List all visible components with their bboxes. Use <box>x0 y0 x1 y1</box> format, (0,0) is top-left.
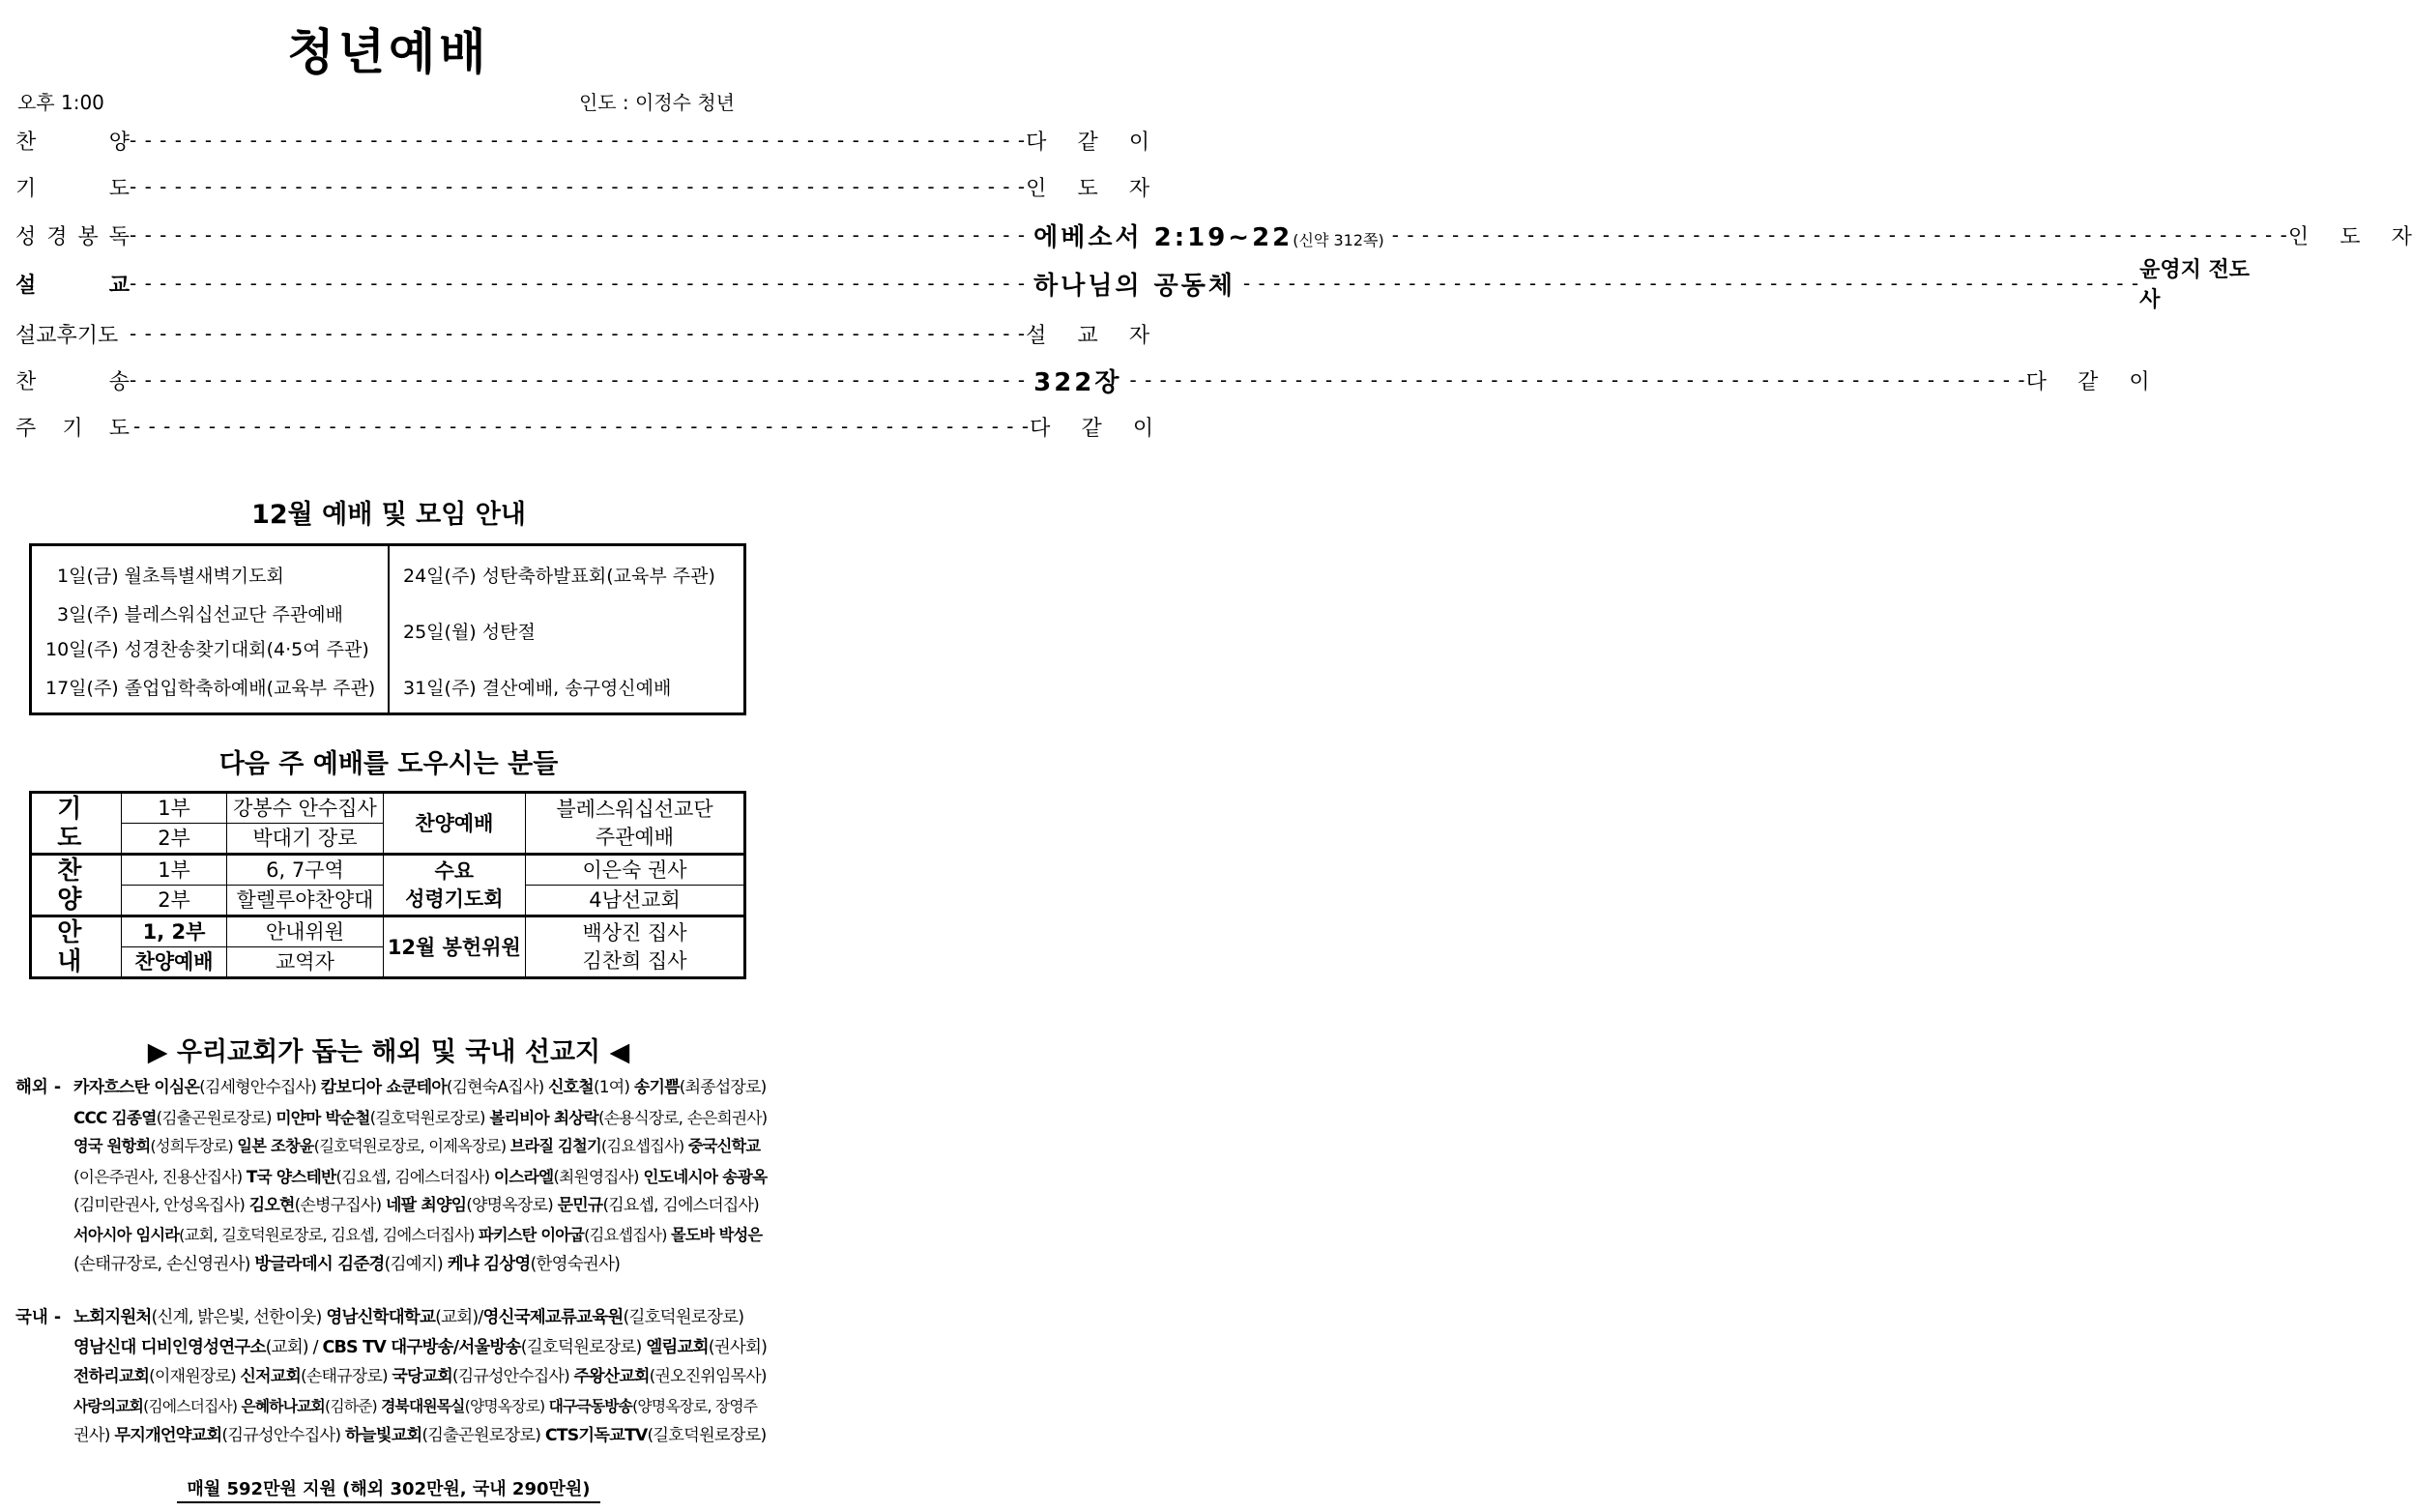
wednesday-value-1: 이은숙 권사 <box>526 855 745 886</box>
mission-supporter: (권사회) <box>708 1337 768 1357</box>
mission-name: 영남신학대학교 <box>326 1308 436 1327</box>
leader-dashes: - - - - - - - - - - - - - - - - - - - - - - - - - - - - - - - - - - - - - - - - - - - - - - - - - - - - - - - - - - - - <box>130 129 1027 152</box>
mission-name: 이스라엘 <box>493 1166 554 1186</box>
mission-name: 방글라데시 김준경 <box>254 1255 385 1274</box>
mission-name: 은혜하나교회 <box>241 1396 325 1415</box>
praise-service-label: 찬양예배 <box>383 793 525 855</box>
leader-dashes: - - - - - - - - - - - - - - - - - - - - - - - - - - - - - - - - - - - - - - - - - - - - - - - - - - - - - - - - - - - - <box>1242 272 2140 295</box>
mission-supporter: (이재원장로) <box>149 1367 241 1386</box>
order-responsible-char: 이 <box>2129 369 2150 394</box>
order-responsible-char: 다 <box>2025 369 2047 394</box>
mission-supporter: (신계, 밝은빛, 선한이웃) <box>151 1308 327 1327</box>
order-label-char: 기 <box>62 416 83 441</box>
prayer-round-2: 2부 <box>121 824 227 855</box>
order-row <box>15 317 1150 350</box>
order-label-char: 성 <box>15 224 37 249</box>
overseas-list <box>73 1073 768 1280</box>
order-responsible <box>2288 220 2412 250</box>
order-responsible-char: 설 <box>1026 323 1047 348</box>
praise-round-1: 1부 <box>121 855 227 886</box>
mission-line <box>73 1362 768 1392</box>
schedule-item: 1일(금) 월초특별새벽기도회 <box>57 566 284 587</box>
wednesday-label <box>383 855 525 916</box>
mission-name: 서아시아 임시라 <box>73 1225 180 1244</box>
overseas-missions <box>15 1073 768 1280</box>
mission-name: 무지개언약교회 <box>114 1426 222 1445</box>
mission-name: CBS TV 대구방송/서울방송 <box>322 1337 521 1357</box>
mission-name: 브라질 김철기 <box>509 1137 601 1155</box>
missions-title: ▶ 우리교회가 돕는 해외 및 국내 선교지 ◀ <box>147 1037 630 1067</box>
helpers-table <box>29 791 746 979</box>
order-label-char: 송 <box>108 369 130 394</box>
order-row <box>15 170 1150 203</box>
mission-line <box>73 1221 768 1251</box>
mission-supporter: (김요셉, 김에스더집사) <box>335 1166 494 1186</box>
mission-name: CCC 김종열 <box>73 1107 157 1127</box>
guide-round-2: 찬양예배 <box>121 947 227 978</box>
helpers-title: 다음 주 예배를 도우시는 분들 <box>218 749 559 779</box>
mission-supporter: (김출곤원로장로) <box>156 1107 276 1127</box>
order-responsible-char: 같 <box>2077 369 2099 394</box>
order-responsible-char: 자 <box>1128 176 1150 201</box>
mission-line <box>73 1191 768 1221</box>
order-responsible-char: 인 <box>2287 224 2310 249</box>
order-responsible-char: 교 <box>1077 323 1098 348</box>
mission-name: 미얀마 박순철 <box>276 1107 370 1127</box>
mission-supporter: (김에스더집사) <box>143 1396 242 1415</box>
mission-supporter: (성희두장로) <box>150 1137 238 1155</box>
mission-supporter: (권오진위임목사) <box>649 1367 767 1386</box>
leader-dashes: - - - - - - - - - - - - - - - - - - - - - - - - - - - - - - - - - - - - - - - - - - - - - - - - - - - - - - - - - - - - <box>130 368 1027 392</box>
mission-name: 영남신대 디비인영성연구소 <box>73 1337 266 1357</box>
order-row <box>15 124 1150 157</box>
schedule-item: 24일(주) 성탄축하발표회(교육부 주관) <box>403 566 715 587</box>
mission-name: 영국 원항희 <box>73 1137 151 1155</box>
leader-dashes: - - - - - - - - - - - - - - - - - - - - - - - - - - - - - - - - - - - - - - - - - - - - - - - - - - - - - - - - - - - - <box>130 322 1027 345</box>
order-label-char: 도 <box>108 176 130 201</box>
praise-person-2: 할렐루야찬양대 <box>227 886 383 916</box>
mission-name: 네팔 최양임 <box>385 1196 467 1215</box>
mission-line <box>73 1392 768 1422</box>
order-label-char: 찬 <box>15 369 37 394</box>
prayer-round-1: 1부 <box>121 793 227 824</box>
mission-supporter: (길호덕원로장로) <box>369 1107 490 1127</box>
december-left-column <box>32 546 390 712</box>
order-label <box>15 220 130 250</box>
order-responsible-char: 도 <box>1077 176 1098 201</box>
mission-line <box>73 1421 768 1451</box>
order-responsible-char: 다 <box>1030 416 1051 441</box>
mission-supporter: (손용식장로, 손은희권사) <box>598 1107 768 1127</box>
praise-round-2: 2부 <box>121 886 227 916</box>
page-title: 청년예배 <box>287 24 490 80</box>
order-item-text: 322장 <box>1033 367 1122 397</box>
order-label-char: 기 <box>15 176 37 201</box>
mission-name: 일본 조창윤 <box>237 1137 314 1155</box>
mission-name: 카자흐스탄 이심온 <box>73 1078 200 1097</box>
domestic-list <box>73 1303 768 1451</box>
praise-label: 찬 양 <box>31 855 122 916</box>
mission-supporter: (김출곤원로장로) <box>421 1426 545 1445</box>
domestic-missions <box>15 1303 768 1458</box>
order-label-char: 도 <box>108 416 130 441</box>
schedule-item: 10일(주) 성경찬송찾기대회(4·5여 주관) <box>45 639 369 660</box>
order-responsible-char: 도 <box>2339 224 2361 249</box>
mission-supporter: (손병구집사) <box>294 1196 386 1215</box>
guide-label: 안 내 <box>31 916 122 978</box>
order-label-char: 설 <box>15 273 37 298</box>
mission-supporter: (김현숙A집사) <box>446 1078 549 1097</box>
order-label-char: 봉 <box>77 224 99 249</box>
order-label-char: 독 <box>108 224 130 249</box>
order-responsible <box>2026 365 2150 395</box>
schedule-item: 31일(주) 결산예배, 송구영신예배 <box>403 678 672 699</box>
mission-name: 영신국제교류교육원 <box>482 1308 624 1327</box>
mission-supporter: (손태규장로, 손신영권사) <box>73 1255 255 1274</box>
mission-name: 케냐 김상영 <box>447 1255 531 1274</box>
mission-name: 국당교회 <box>392 1367 452 1386</box>
mission-supporter: (김규성안수집사) <box>221 1426 345 1445</box>
schedule-item: 17일(주) 졸업입학축하예배(교육부 주관) <box>45 678 376 699</box>
wednesday-label-2: 성령기도회 <box>405 887 504 911</box>
mission-name: 중국신학교 <box>687 1137 761 1155</box>
order-responsible-char: 이 <box>1132 416 1154 441</box>
mission-supporter: (최종섭장로) <box>679 1078 767 1097</box>
order-label-char: 찬 <box>15 130 37 155</box>
order-item-text: 하나님의 공동체 <box>1033 271 1235 301</box>
mission-supporter: (최원영집사) <box>553 1166 644 1186</box>
mission-supporter: (김요셉집사) <box>584 1225 672 1244</box>
mission-supporter: (양명옥장로) <box>464 1396 549 1415</box>
mission-supporter: (김하준) <box>324 1396 382 1415</box>
order-item-title <box>1026 218 1392 253</box>
mission-line <box>73 1162 768 1192</box>
mission-name: 주왕산교회 <box>573 1367 650 1386</box>
mission-name: 노회지원처 <box>73 1308 152 1327</box>
mission-name: 몰도바 박성은 <box>671 1225 763 1244</box>
mission-line <box>73 1333 768 1363</box>
order-label-char: 경 <box>46 224 68 249</box>
leader-dashes: - - - - - - - - - - - - - - - - - - - - - - - - - - - - - - - - - - - - - - - - - - - - - - - - - - - - - - - - - - - - <box>1391 223 2288 247</box>
praise-service-value-1: 블레스워십선교단 <box>556 797 713 821</box>
prayer-person-1: 강봉수 안수집사 <box>227 793 383 824</box>
offering-value-1: 백상진 집사 <box>582 920 687 945</box>
mission-name: 볼리비아 최상락 <box>489 1107 599 1127</box>
service-time: 오후 1:00 <box>17 91 104 114</box>
mission-line <box>73 1132 768 1162</box>
order-label-char: 양 <box>108 130 130 155</box>
order-responsible <box>1030 412 1153 442</box>
guide-person-1: 안내위원 <box>227 916 383 947</box>
mission-supporter: (양명옥장로, 장영주 <box>632 1396 758 1415</box>
mission-name: 신호철 <box>548 1078 594 1097</box>
praise-service-value-2: 주관예배 <box>595 825 675 849</box>
order-row <box>15 258 2251 312</box>
scripture-reference: 에베소서 2:19~22 <box>1033 222 1293 252</box>
mission-name: 신저교회 <box>240 1367 302 1386</box>
service-leader: 인도 : 이정수 청년 <box>578 91 735 114</box>
mission-supporter: (교회, 길호덕원로장로, 김요셉, 김에스더집사) <box>179 1225 479 1244</box>
december-right-column <box>388 546 743 712</box>
mission-supporter: (김미란권사, 안성옥집사) <box>73 1196 249 1215</box>
prayer-label: 기 도 <box>31 793 122 855</box>
mission-line <box>73 1073 768 1103</box>
support-footer <box>0 1475 777 1500</box>
order-responsible-char: 자 <box>1128 323 1150 348</box>
order-label <box>15 319 130 349</box>
mission-line <box>73 1250 768 1280</box>
mission-line <box>73 1303 768 1333</box>
offering-label: 12월 봉헌위원 <box>383 916 525 978</box>
order-responsible <box>1026 172 1149 202</box>
leader-dashes: - - - - - - - - - - - - - - - - - - - - - - - - - - - - - - - - - - - - - - - - - - - - - - - - - - - - - - - - - - - - <box>130 175 1027 198</box>
mission-line <box>73 1103 768 1133</box>
mission-supporter: (양명옥장로) <box>466 1196 558 1215</box>
order-label <box>15 126 130 156</box>
mission-name: T국 양스테반 <box>246 1166 336 1186</box>
mission-name: 인도네시아 송광옥 <box>643 1166 768 1186</box>
mission-supporter: (교회)/ <box>435 1308 483 1327</box>
order-label <box>15 365 130 395</box>
order-responsible-char: 자 <box>2391 224 2412 249</box>
order-responsible <box>1026 126 1149 156</box>
order-label-char: 교 <box>108 273 130 298</box>
order-responsible <box>1026 319 1149 349</box>
order-label <box>15 269 130 299</box>
mission-name: 경북대원목실 <box>381 1396 465 1415</box>
mission-supporter: (김요셉집사) <box>600 1137 688 1155</box>
mission-name: 김오현 <box>248 1196 295 1215</box>
wednesday-value-2: 4남선교회 <box>526 886 745 916</box>
order-responsible-char: 같 <box>1077 130 1098 155</box>
offering-value-2: 김찬희 집사 <box>582 948 687 973</box>
guide-person-2: 교역자 <box>227 947 383 978</box>
mission-name: 전하리교회 <box>73 1367 150 1386</box>
domestic-label: 국내 - <box>15 1308 62 1327</box>
order-row <box>15 410 1154 443</box>
mission-supporter: (손태규장로) <box>301 1367 392 1386</box>
prayer-person-2: 박대기 장로 <box>227 824 383 855</box>
order-item-title <box>1026 266 1243 302</box>
mission-supporter: 권사) <box>73 1426 115 1445</box>
schedule-item: 25일(월) 성탄절 <box>403 622 536 643</box>
mission-supporter: (김예지) <box>384 1255 448 1274</box>
december-schedule-box <box>29 543 746 715</box>
order-responsible: 윤영지 전도사 <box>2139 258 2251 312</box>
support-footer-text: 매월 592만원 지원 (해외 302만원, 국내 290만원) <box>177 1479 599 1503</box>
mission-supporter: (교회) / <box>265 1337 323 1357</box>
december-title: 12월 예배 및 모임 안내 <box>251 500 526 530</box>
order-row <box>15 363 2150 397</box>
mission-name: 파키스탄 이아굽 <box>478 1225 585 1244</box>
mission-supporter: (이은주권사, 진용산집사) <box>73 1166 247 1186</box>
overseas-label: 해외 - <box>15 1078 62 1097</box>
order-row <box>15 218 2412 252</box>
order-item-title <box>1026 363 1129 398</box>
leader-dashes: - - - - - - - - - - - - - - - - - - - - - - - - - - - - - - - - - - - - - - - - - - - - - - - - - - - - - - - - - - - - <box>133 415 1031 438</box>
mission-supporter: (길호덕원로장로) <box>520 1337 647 1357</box>
mission-name: 하늘빛교회 <box>344 1426 422 1445</box>
mission-name: CTS기독교TV <box>544 1426 648 1445</box>
guide-round-1: 1, 2부 <box>121 916 227 947</box>
mission-supporter: (한영숙권사) <box>530 1255 621 1274</box>
leader-dashes: - - - - - - - - - - - - - - - - - - - - - - - - - - - - - - - - - - - - - - - - - - - - - - - - - - - - - - - - - - - - <box>130 272 1027 295</box>
mission-supporter: (김규성안수집사) <box>451 1367 574 1386</box>
order-label-char: 주 <box>15 416 37 441</box>
order-label <box>15 172 130 202</box>
offering-value <box>526 916 745 978</box>
wednesday-label-1: 수요 <box>434 858 475 883</box>
mission-supporter: (김세형안수집사) <box>199 1078 321 1097</box>
mission-name: 엘림교회 <box>646 1337 709 1357</box>
praise-service-value <box>526 793 745 855</box>
mission-supporter: (1여) <box>593 1078 634 1097</box>
leader-dashes: - - - - - - - - - - - - - - - - - - - - - - - - - - - - - - - - - - - - - - - - - - - - - - - - - - - - - - - - - - - - <box>130 223 1027 247</box>
mission-name: 대구극동방송 <box>548 1396 633 1415</box>
order-responsible-char: 인 <box>1026 176 1047 201</box>
leader-dashes: - - - - - - - - - - - - - - - - - - - - - - - - - - - - - - - - - - - - - - - - - - - - - - - - - - - - - - - - - - - - <box>1129 368 2026 392</box>
mission-name: 캄보디아 쇼쿤테아 <box>320 1078 447 1097</box>
mission-name: 송기쁨 <box>633 1078 680 1097</box>
mission-name: 문민규 <box>557 1196 603 1215</box>
mission-name: 사랑의교회 <box>73 1396 144 1415</box>
mission-supporter: (김요셉, 김에스더집사) <box>602 1196 759 1215</box>
order-responsible-char: 이 <box>1128 130 1150 155</box>
scripture-page: (신약 312쪽) <box>1293 230 1384 249</box>
order-label-char: 설교후기도 <box>15 323 119 348</box>
praise-person-1: 6, 7구역 <box>227 855 383 886</box>
order-label <box>15 412 133 442</box>
schedule-item: 3일(주) 블레스워십선교단 주관예배 <box>57 604 343 625</box>
order-responsible-char: 같 <box>1081 416 1102 441</box>
order-responsible-char: 다 <box>1026 130 1047 155</box>
mission-supporter: (길호덕원로장로) <box>647 1426 767 1445</box>
mission-supporter: (길호덕원로장로) <box>623 1308 744 1327</box>
mission-supporter: (길호덕원로장로, 이제옥장로) <box>313 1137 510 1155</box>
